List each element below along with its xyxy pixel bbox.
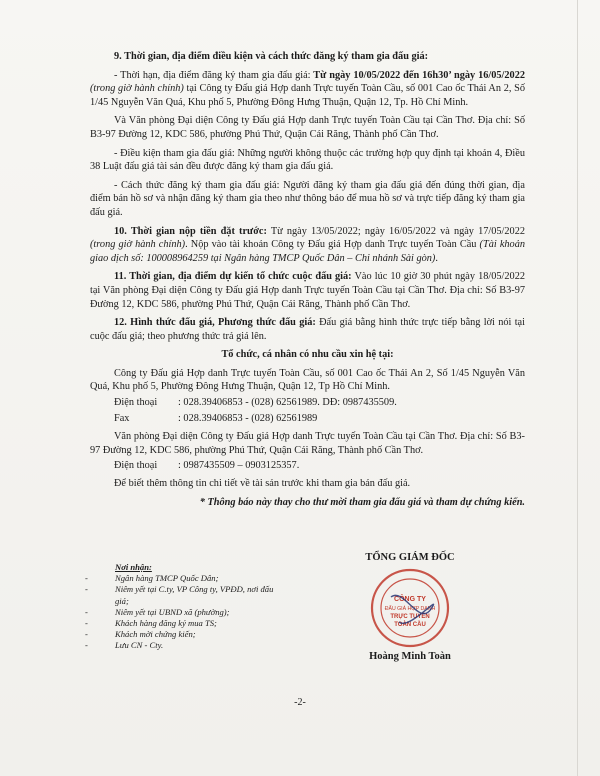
recipient-item: - Lưu CN - Cty. bbox=[85, 640, 285, 651]
section-10: 10. Thời gian nộp tiền đặt trước: Từ ngày 13/05/2022; ngày 16/05/2022 và ngày 17/05/2022 (trong giờ hành chính). Nộp vào tài khoản Công ty Đấu giá Hợp danh Trực tuyến Toàn Cầu (Tài khoản giao dịch số: 100008964259 tại Ngân hàng TMCP Quốc Dân – Chi nhánh Sài gòn). bbox=[90, 225, 526, 264]
branch-phone-label: Điện thoại bbox=[114, 460, 158, 472]
svg-text:ĐẤU GIÁ HỢP DANH: ĐẤU GIÁ HỢP DANH bbox=[384, 606, 436, 612]
contact-branch-address: Văn phòng Đại diện Công ty Đấu giá Hợp danh Trực tuyến Toàn Cầu tại Cần Thơ. Địa chỉ: Số B3-97 Đường 12, KDC 586, phường Phú Thứ, Quận Cái Răng, Thành phố Cần Thơ. bbox=[90, 431, 525, 456]
recipients-title: Nơi nhận: bbox=[115, 562, 152, 572]
section-9-heading: 9. Thời gian, địa điểm điều kiện và cách thức đăng ký tham gia đấu giá: bbox=[114, 51, 429, 62]
contact-phone-row bbox=[114, 396, 525, 410]
section-9-conditions: - Điều kiện tham gia đấu giá: Những người không thuộc các trường hợp quy định tại khoản 4, Điều 38 Luật đấu giá tài sản đều được đăng ký tham gia đấu giá. bbox=[90, 147, 525, 173]
document-body bbox=[90, 50, 525, 515]
company-seal-icon bbox=[369, 567, 451, 649]
contact-heading: Tổ chức, cá nhân có nhu cầu xin hệ tại: bbox=[221, 349, 394, 361]
more-info-text: Để biết thêm thông tin chi tiết về tài sản trước khi tham gia bán đấu giá. bbox=[114, 478, 411, 490]
contact-fax-value: : 028.39406853 - (028) 62561989 bbox=[178, 412, 318, 424]
contact-fax-label: Fax bbox=[114, 412, 130, 424]
svg-text:TRỰC TUYẾN: TRỰC TUYẾN bbox=[390, 614, 430, 620]
svg-text:CÔNG TY: CÔNG TY bbox=[394, 596, 426, 603]
recipient-item: - Niêm yết tại UBND xã (phường); bbox=[85, 607, 285, 618]
svg-text:TOÀN CẦU: TOÀN CẦU bbox=[394, 622, 426, 628]
contact-phone-value: : 028.39406853 - (028) 62561989. DĐ: 0987435509. bbox=[178, 397, 397, 409]
recipient-item: - Ngân hàng TMCP Quốc Dân; bbox=[85, 573, 285, 584]
signature-block bbox=[340, 552, 480, 662]
branch-phone-row bbox=[114, 459, 525, 473]
recipient-item: - Khách mời chứng kiến; bbox=[85, 629, 285, 640]
contact-fax-row bbox=[114, 412, 525, 426]
recipient-item: - Khách hàng đăng ký mua TS; bbox=[85, 618, 285, 629]
section-12: 12. Hình thức đấu giá, Phương thức đấu giá: Đấu giá bằng hình thức trực tiếp bằng lời nói tại cuộc đấu giá; theo phương thức trả giá lên. bbox=[90, 317, 525, 342]
section-11: 11. Thời gian, địa điểm dự kiến tổ chức cuộc đấu giá: Vào lúc 10 giờ 30 phút ngày 18/05/2022 tại Văn phòng Đại diện Công ty Đấu giá Hợp danh Trực tuyến Toàn Cầu tại Cần Thơ. Địa chỉ: Số B3-97 Đường 12, KDC 586, phường Phú Thứ, Quận Cái Răng, Thành phố Cần Thơ. bbox=[90, 271, 526, 310]
section-9-registration-period: - Thời hạn, địa điểm đăng ký tham gia đấu giá: Từ ngày 10/05/2022 đến 16h30’ ngày 16/05/2022 (trong giờ hành chính) tại Công ty Đấu giá Hợp danh Trực tuyến Toàn Cầu, số 001 Cao ốc Thái An 2, Số 1/45 Nguyễn Văn Quá, Khu phố 5, Phường Đông Hưng Thuận, Quận 12, Tp. Hồ Chí Minh. bbox=[90, 69, 525, 108]
signer-name: Hoàng Minh Toàn bbox=[369, 651, 451, 662]
section-9-branch-address: Và Văn phòng Đại diện Công ty Đấu giá Hợp danh Trực tuyến Toàn Cầu tại Cần Thơ. Địa chỉ: Số B3-97 Đường 12, KDC 586, phường Phú Thứ, Quận Cái Răng, Thành phố Cần Thơ. bbox=[90, 115, 525, 140]
page-number: -2- bbox=[294, 697, 306, 708]
notice-text: * Thông báo này thay cho thư mời tham gia đấu giá và tham dự chứng kiến. bbox=[199, 496, 525, 508]
branch-phone-value: : 0987435509 – 0903125357. bbox=[178, 460, 300, 472]
section-9-method: - Cách thức đăng ký tham gia đấu giá: Người đăng ký tham gia đấu giá đến đúng thời gian, địa điểm bán hồ sơ và nhận đăng ký tham gia theo như thông báo để mua hồ sơ và trực tiếp đăng ký tham gia đấu giá. bbox=[90, 179, 525, 218]
contact-hq-address: Công ty Đấu giá Hợp danh Trực tuyến Toàn Cầu, số 001 Cao ốc Thái An 2, Số 1/45 Nguyễn Văn Quá, Khu phố 5, Phường Đông Hưng Thuận, Quận 12, Tp Hồ Chí Minh. bbox=[90, 367, 525, 393]
signer-role: TỔNG GIÁM ĐỐC bbox=[365, 552, 455, 563]
recipients-list bbox=[85, 573, 285, 651]
page-edge bbox=[577, 0, 578, 776]
recipients-block bbox=[85, 562, 285, 652]
contact-phone-label: Điện thoại bbox=[114, 397, 158, 409]
recipient-item: - Niêm yết tại C.ty, VP Công ty, VPĐD, nơi đấu giá; bbox=[85, 584, 285, 606]
